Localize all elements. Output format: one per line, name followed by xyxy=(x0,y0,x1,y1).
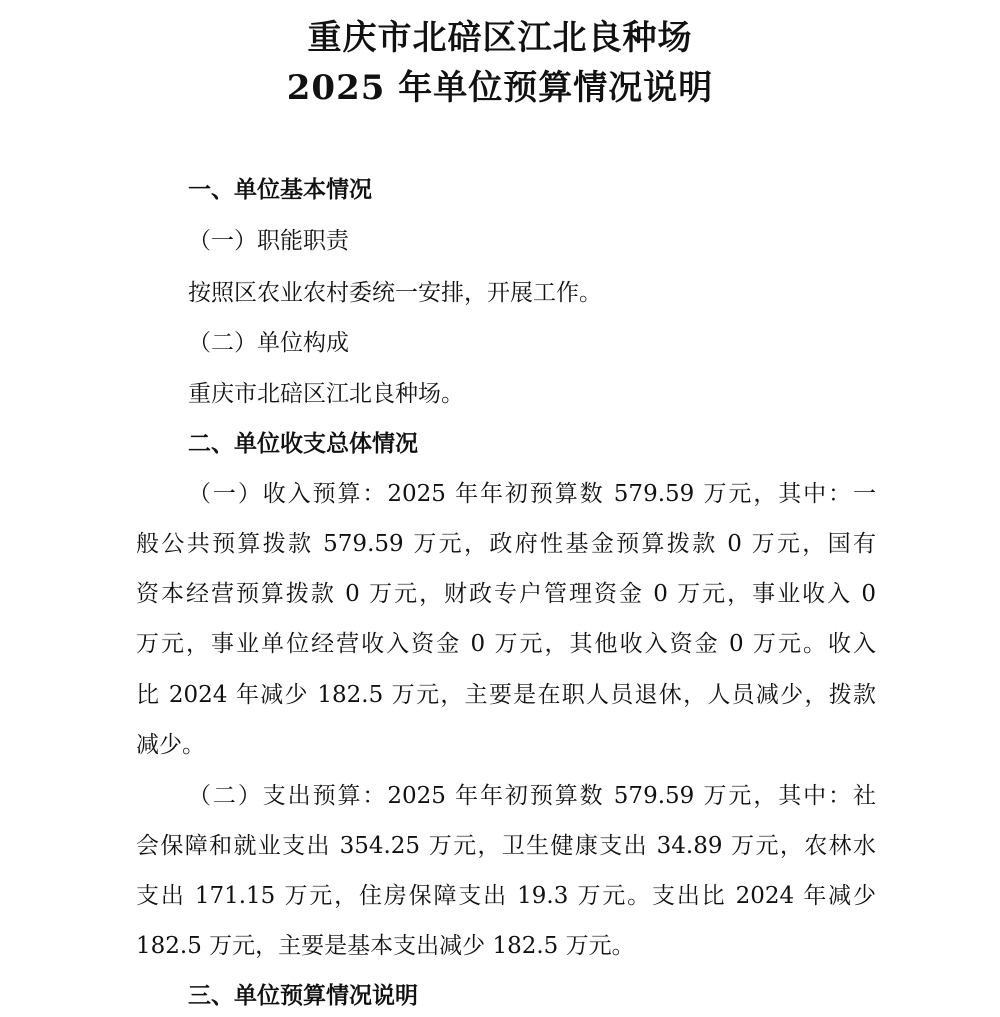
expense-paragraph-line: 会保障和就业支出 354.25 万元，卫生健康支出 34.89 万元，农林水 xyxy=(136,833,876,859)
expense-paragraph-line: 182.5 万元，主要是基本支出减少 182.5 万元。 xyxy=(136,933,635,959)
income-paragraph-line: （一）收入预算：2025 年年初预算数 579.59 万元，其中：一 xyxy=(188,481,876,507)
section1-sub1-text: 按照区农业农村委统一安排，开展工作。 xyxy=(188,280,602,306)
document-title-line1: 重庆市北碚区江北良种场 xyxy=(307,18,693,58)
income-paragraph-line: 资本经营预算拨款 0 万元，财政专户管理资金 0 万元，事业收入 0 xyxy=(136,581,876,607)
section1-sub2-heading: （二）单位构成 xyxy=(188,330,349,356)
section1-sub2-text: 重庆市北碚区江北良种场。 xyxy=(188,381,464,407)
section3-heading: 三、单位预算情况说明 xyxy=(188,983,418,1009)
income-paragraph-line: 万元，事业单位经营收入资金 0 万元，其他收入资金 0 万元。收入 xyxy=(136,631,876,657)
income-paragraph-line: 减少。 xyxy=(136,732,205,758)
section1-heading: 一、单位基本情况 xyxy=(188,177,372,203)
document-title-line2: 2025 年单位预算情况说明 xyxy=(286,68,714,108)
section2-heading: 二、单位收支总体情况 xyxy=(188,431,418,457)
section1-sub1-heading: （一）职能职责 xyxy=(188,228,349,254)
expense-paragraph-line: 支出 171.15 万元，住房保障支出 19.3 万元。支出比 2024 年减少 xyxy=(136,883,876,909)
income-paragraph-line: 般公共预算拨款 579.59 万元，政府性基金预算拨款 0 万元，国有 xyxy=(136,531,876,557)
income-paragraph-line: 比 2024 年减少 182.5 万元，主要是在职人员退休，人员减少，拨款 xyxy=(136,682,876,708)
expense-paragraph-line: （二）支出预算：2025 年年初预算数 579.59 万元，其中：社 xyxy=(188,783,876,809)
